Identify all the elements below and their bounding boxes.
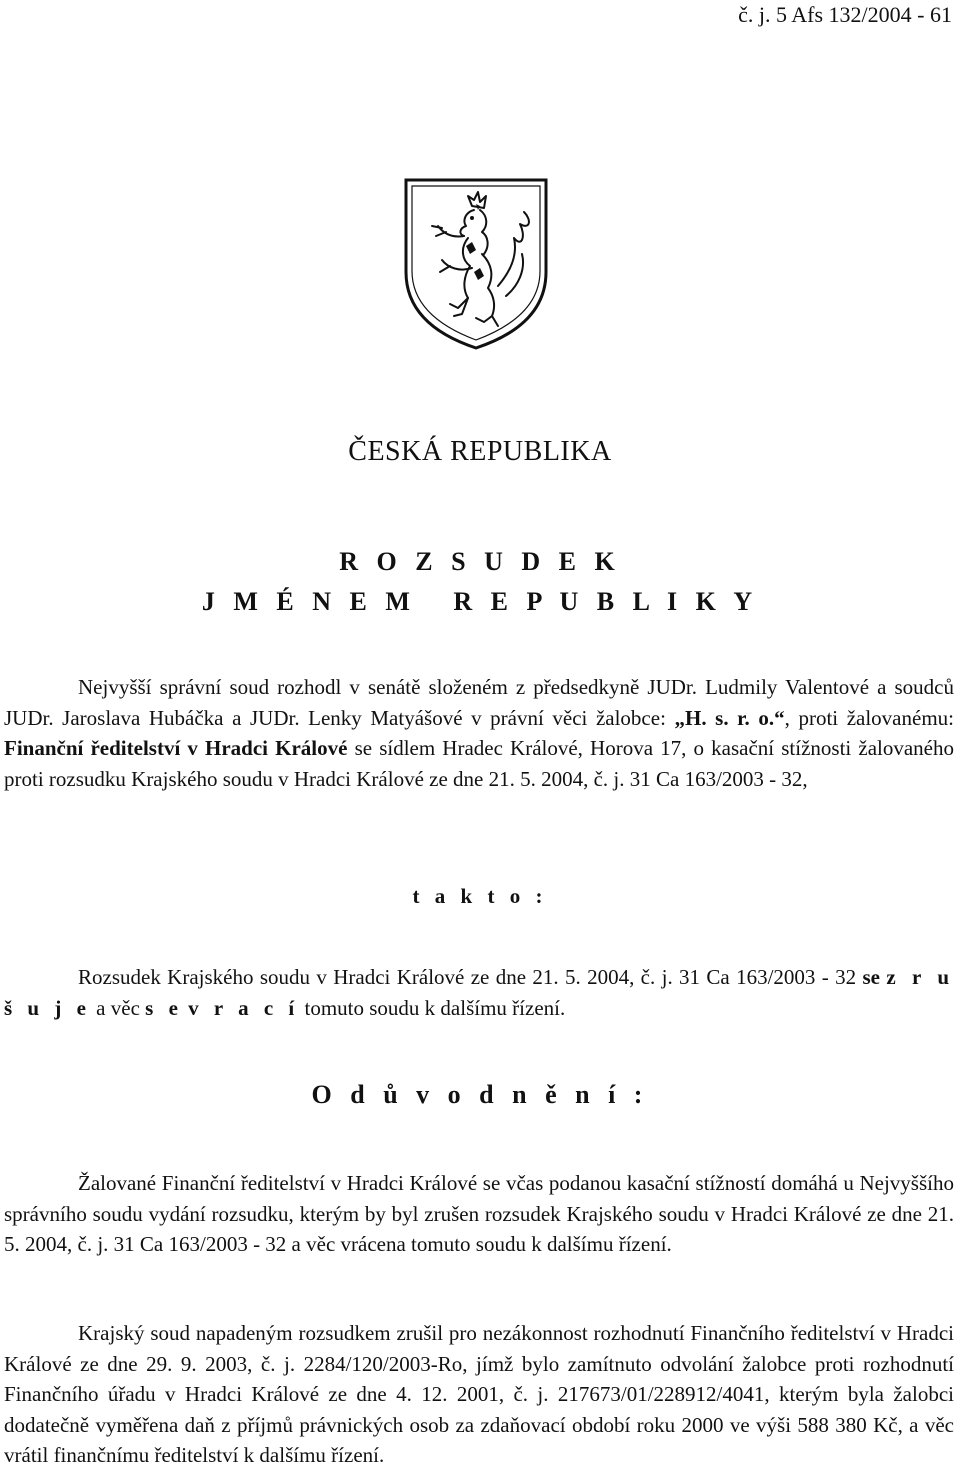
ruling-se-2: s e (145, 995, 183, 1020)
reasoning-paragraph-2: Krajský soud napadeným rozsudkem zrušil pro nezákonnost rozhodnutí Finančního ředitelství v Hradci Králové ze dne 29. 9. 2003, č. j. 2284/120/2003-Ro, jímž bylo zamítnuto odvolání žalobce proti rozhodnutí Finančního úřadu v Hradci Králové ze dne 4. 12. 2001, č. j. 217673/01/228912/4041, kterým byla žalobci dodatečně vyměřena daň z příjmů právnických osob za zdaňovací období roku 2000 ve výši 588 380 Kč, a věc vrátil finančnímu ředitelství k dalšímu řízení. (4, 1321, 954, 1467)
ruling-text-3: tomuto soudu k dalšímu řízení. (299, 995, 566, 1020)
intro-text-1: Nejvyšší správní soud rozhodl v senátě složeném z předsedkyně JUDr. Ludmily Valentové a soudců JUDr. Jaroslava Hubáčka a JUDr. Lenky Matyášové v právní věci žalobce: (4, 675, 954, 730)
takto-heading: t a k t o : (412, 884, 548, 908)
intro-text-3: se sídlem Hradec Králové, Horova 17, o kasační stížnosti žalovaného proti rozsudku Krajského soudu v Hradci Králové ze dne 21. 5. 2004, č. j. 31 Ca 163/2003 - 32, (4, 736, 954, 791)
verdict-title-line1: R O Z S U D E K (339, 547, 621, 576)
intro-text-2: , proti žalovanému: (784, 705, 954, 730)
ruling-text-2: a věc (90, 995, 146, 1020)
reasoning-paragraph-1: Žalované Finanční ředitelství v Hradci Králové se včas podanou kasační stížností domáhá u Nejvyššího správního soudu vydání rozsudku, kterým by byl zrušen rozsudek Krajského soudu v Hradci Králové ze dne 21. 5. 2004, č. j. 31 Ca 163/2003 - 32 a věc vrácena tomuto soudu k dalšímu řízení. (4, 1171, 954, 1256)
case-reference: č. j. 5 Afs 132/2004 - 61 (738, 2, 952, 27)
ruling-vraci: v r a c í (188, 995, 300, 1020)
intro-paragraph (4, 672, 954, 794)
verdict-title-line2: J M É N E M R E P U B L I K Y (201, 587, 759, 616)
ruling-zrusuje: z r u š u j e (4, 965, 954, 1020)
ruling-text-1: Rozsudek Krajského soudu v Hradci Králové ze dne 21. 5. 2004, č. j. 31 Ca 163/2003 - 32 (78, 965, 863, 989)
verdict-title (0, 542, 960, 622)
ruling-se-1: se (862, 965, 880, 989)
plaintiff-name: „H. s. r. o.“ (674, 705, 785, 730)
reasoning-heading: O d ů v o d n ě n í : (311, 1080, 649, 1109)
country-name: ČESKÁ REPUBLIKA (348, 436, 612, 467)
ruling-paragraph (4, 962, 954, 1023)
czech-lion-coat-of-arms-icon (402, 176, 550, 352)
defendant-name: Finanční ředitelství v Hradci Králové (4, 736, 348, 760)
